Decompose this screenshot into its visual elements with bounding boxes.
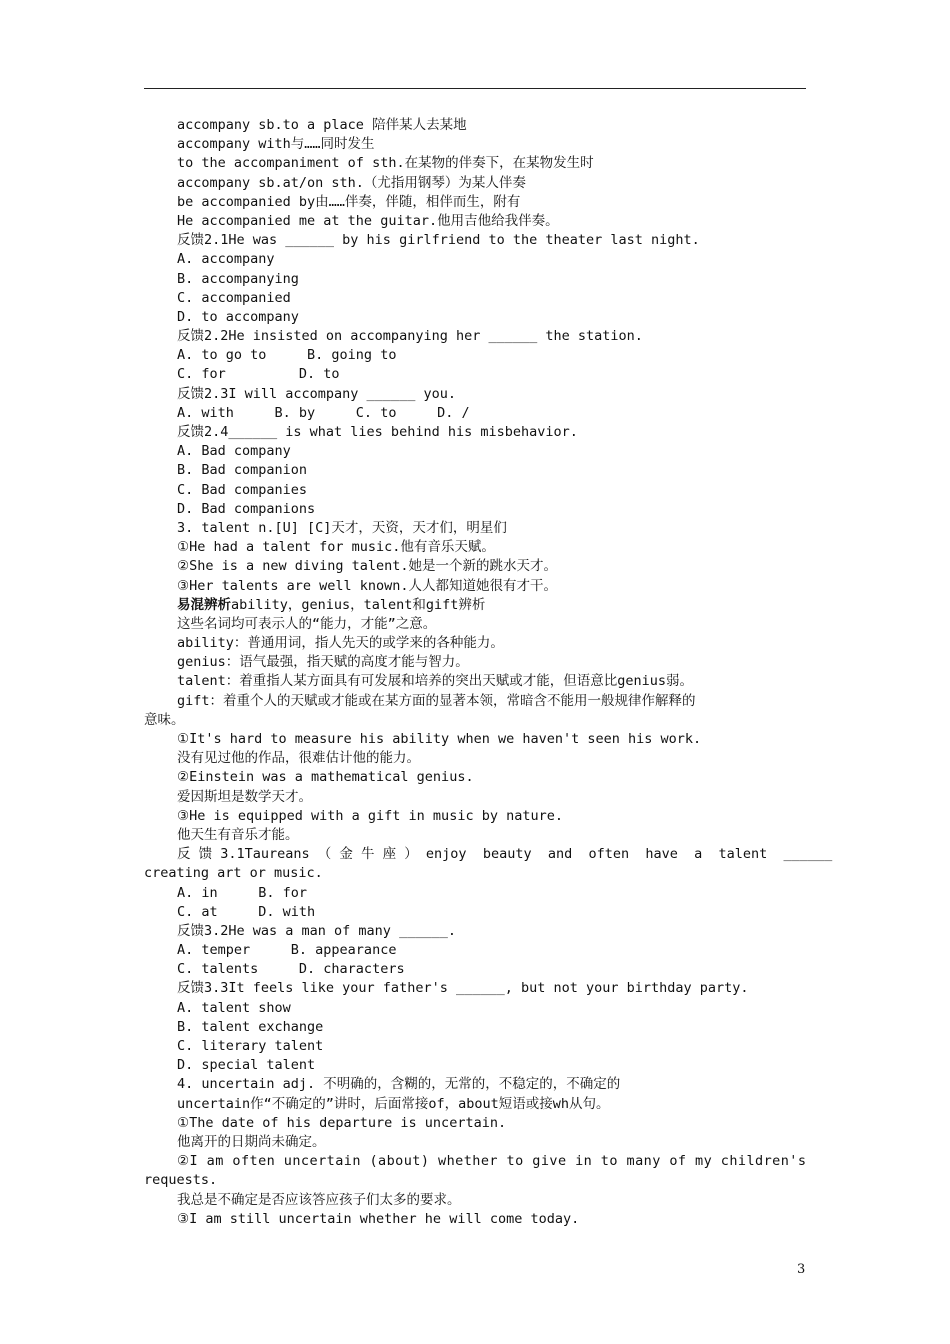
text-line: be accompanied by由……伴奏，伴随，相伴而生，附有 [177,193,521,210]
text-line: 反馈2.2He insisted on accompanying her ______ the station. [177,328,643,345]
text-line: A. in B. for [177,884,308,901]
text-line: ①The date of his departure is uncertain. [177,1114,507,1131]
text-line: ①It's hard to measure his ability when we haven't seen his work. [177,731,702,747]
text-line: D. special talent [177,1057,316,1074]
text-line: A. accompany [177,251,275,268]
text-line: creating art or music. [144,865,323,882]
text-line: B. accompanying [177,270,299,287]
text-line: gift：着重个人的天赋或才能或在某方面的显著本领，常暗含不能用一般规律作解释的 [177,692,696,709]
text-line: 3. talent n.[U] [C]天才，天资，天才们，明星们 [177,519,507,536]
text-line: ③I am still uncertain whether he will come today. [177,1210,580,1227]
text-line: D. to accompany [177,308,299,325]
text-line: genius：语气最强，指天赋的高度才能与智力。 [177,654,469,671]
text-line: C. literary talent [177,1038,324,1054]
text-line: He accompanied me at the guitar.他用吉他给我伴奏。 [177,212,559,229]
text-line: A. to go to B. going to [177,347,397,364]
text-line: ②Einstein was a mathematical genius. [177,769,474,786]
text-line: talent：着重指人某方面具有可发展和培养的突出天赋或才能，但语意比genius弱。 [177,673,694,690]
text-line: ability：普通用词，指人先天的或学来的各种能力。 [177,635,504,652]
text-line: C. accompanied [177,289,291,306]
text-line: 他离开的日期尚未确定。 [177,1133,326,1150]
text-line: accompany sb.at/on sth.（尤指用钢琴）为某人伴奏 [177,174,526,191]
text-line: C. Bad companies [177,481,308,498]
text-line: 没有见过他的作品，很难估计他的能力。 [177,750,420,767]
text-line: ③Her talents are well known.人人都知道她很有才干。 [177,577,558,594]
text-line [144,596,806,615]
text-line: 意味。 [144,711,185,728]
text-line: A. talent show [177,999,291,1016]
text-line: accompany with与……同时发生 [177,136,375,153]
text-line: requests. [144,1172,218,1189]
text-line: B. talent exchange [177,1018,324,1035]
text-line: accompany sb.to a place 陪伴某人去某地 [177,117,467,133]
text-line: 我总是不确定是否应该答应孩子们太多的要求。 [177,1191,461,1208]
text-line: D. Bad companions [177,500,316,517]
text-line: ①He had a talent for music.他有音乐天赋。 [177,539,495,556]
text-line: A. temper B. appearance [177,942,397,959]
text-line: B. Bad companion [177,462,308,479]
text-line: A. Bad company [177,443,291,460]
header-rule [144,88,806,89]
text-line: 爱因斯坦是数学天才。 [177,788,312,805]
text-line: C. for D. to [177,366,340,383]
text-line: 4. uncertain adj. 不明确的，含糊的，无常的，不稳定的，不确定的 [177,1076,621,1093]
text-line: ③He is equipped with a gift in music by nature. [177,807,563,824]
text-line: 反馈2.4______ is what lies behind his misbehavior. [177,424,578,440]
text-line: 这些名词均可表示人的“能力，才能”之意。 [177,615,437,632]
text-line: 反馈3.2He was a man of many ______. [177,922,456,939]
text-line-body: ability，genius，talent和gift辨析 [231,596,486,613]
text-line: ②I am often uncertain (about) whether to give in to many of my children's [177,1153,807,1170]
text-line: 他天生有音乐才能。 [177,826,299,843]
section-heading: 易混辨析 [177,596,231,613]
text-line: 反馈3.3It feels like your father's ______, but not your birthday party. [177,980,749,997]
text-line: uncertain作“不确定的”讲时，后面常接of，about短语或接wh从句。 [177,1095,610,1112]
page-number: 3 [797,1262,806,1277]
text-line: to the accompaniment of sth.在某物的伴奏下，在某物发生时 [177,155,594,172]
text-line: 反馈2.3I will accompany ______ you. [177,385,456,402]
text-line: A. with B. by C. to D. / [177,404,470,421]
text-line: C. at D. with [177,903,316,920]
text-line: C. talents D. characters [177,961,405,978]
text-line: 反馈2.1He was ______ by his girlfriend to the theater last night. [177,232,700,249]
document-body [144,116,833,1229]
text-line: ②She is a new diving talent.她是一个新的跳水天才。 [177,558,558,575]
text-line: 反 馈 3.1Taureans （ 金 牛 座 ） enjoy beauty and often have a talent ______ [177,846,833,863]
